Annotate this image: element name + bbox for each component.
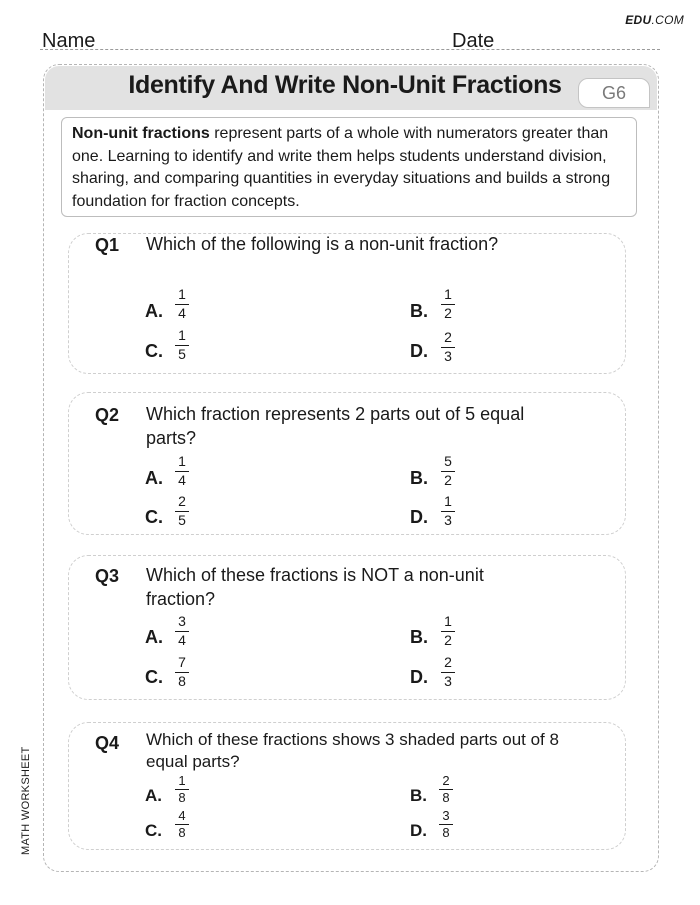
option-letter-b: B. xyxy=(410,627,428,647)
grade-badge: G6 xyxy=(578,78,650,108)
option-fraction-d: 2 3 xyxy=(441,330,455,364)
question-text: Which of these fractions shows 3 shaded parts out of 8 equal parts? xyxy=(146,730,559,771)
option-fraction-a: 1 8 xyxy=(175,774,189,804)
date-label: Date xyxy=(452,30,495,52)
option-letter-c: C. xyxy=(145,507,163,527)
option-letter-c: C. xyxy=(145,667,163,687)
name-label: Name xyxy=(42,30,96,52)
worksheet-title: Identify And Write Non-Unit Fractions xyxy=(128,71,562,99)
logo-light-text: .COM xyxy=(651,13,684,27)
edu-com-logo xyxy=(625,13,684,27)
option-letter-d: D. xyxy=(410,667,428,687)
option-fraction-d: 1 3 xyxy=(441,494,455,528)
option-fraction-c: 1 5 xyxy=(175,328,189,362)
question-text: Which of these fractions is NOT a non-unit fraction? xyxy=(146,565,484,609)
option-fraction-c: 7 8 xyxy=(175,655,189,689)
option-letter-a: A. xyxy=(145,468,163,488)
intro-box xyxy=(61,117,637,217)
option-letter-c: C. xyxy=(145,341,163,361)
option-fraction-b: 5 2 xyxy=(441,454,455,488)
option-fraction-b: 2 8 xyxy=(439,774,453,804)
option-fraction-c: 2 5 xyxy=(175,494,189,528)
question-text: Which fraction represents 2 parts out of 5 equal parts? xyxy=(146,404,525,448)
option-letter-a: A. xyxy=(145,301,163,321)
option-letter-d: D. xyxy=(410,507,428,527)
intro-term: Non-unit fractions xyxy=(72,125,210,142)
option-fraction-a: 3 4 xyxy=(175,614,189,648)
side-label: MATH WORKSHEET xyxy=(20,746,32,855)
option-letter-a: A. xyxy=(145,786,162,805)
option-fraction-a: 1 4 xyxy=(175,454,189,488)
option-letter-a: A. xyxy=(145,627,163,647)
question-number: Q1 xyxy=(95,235,120,255)
question-number: Q2 xyxy=(95,405,120,425)
option-fraction-b: 1 2 xyxy=(441,287,455,321)
option-letter-b: B. xyxy=(410,786,427,805)
question-text: Which of the following is a non-unit fraction? xyxy=(146,234,499,254)
logo-bold-text: EDU xyxy=(625,13,652,27)
option-fraction-b: 1 2 xyxy=(441,614,455,648)
option-fraction-d: 3 8 xyxy=(439,809,453,839)
option-fraction-a: 1 4 xyxy=(175,287,189,321)
option-letter-d: D. xyxy=(410,821,427,840)
option-letter-b: B. xyxy=(410,301,428,321)
option-fraction-d: 2 3 xyxy=(441,655,455,689)
option-letter-c: C. xyxy=(145,821,162,840)
header-write-line xyxy=(40,49,660,50)
question-number: Q3 xyxy=(95,566,120,586)
question-number: Q4 xyxy=(95,733,120,753)
option-letter-d: D. xyxy=(410,341,428,361)
intro-text: represent parts of a whole with numerators greater than one. Learning to identify and write them helps students understand division, sharing, and comparing quantities in everyday situations and builds a strong foundation for fraction concepts. xyxy=(72,125,611,210)
option-letter-b: B. xyxy=(410,468,428,488)
option-fraction-c: 4 8 xyxy=(175,809,189,839)
